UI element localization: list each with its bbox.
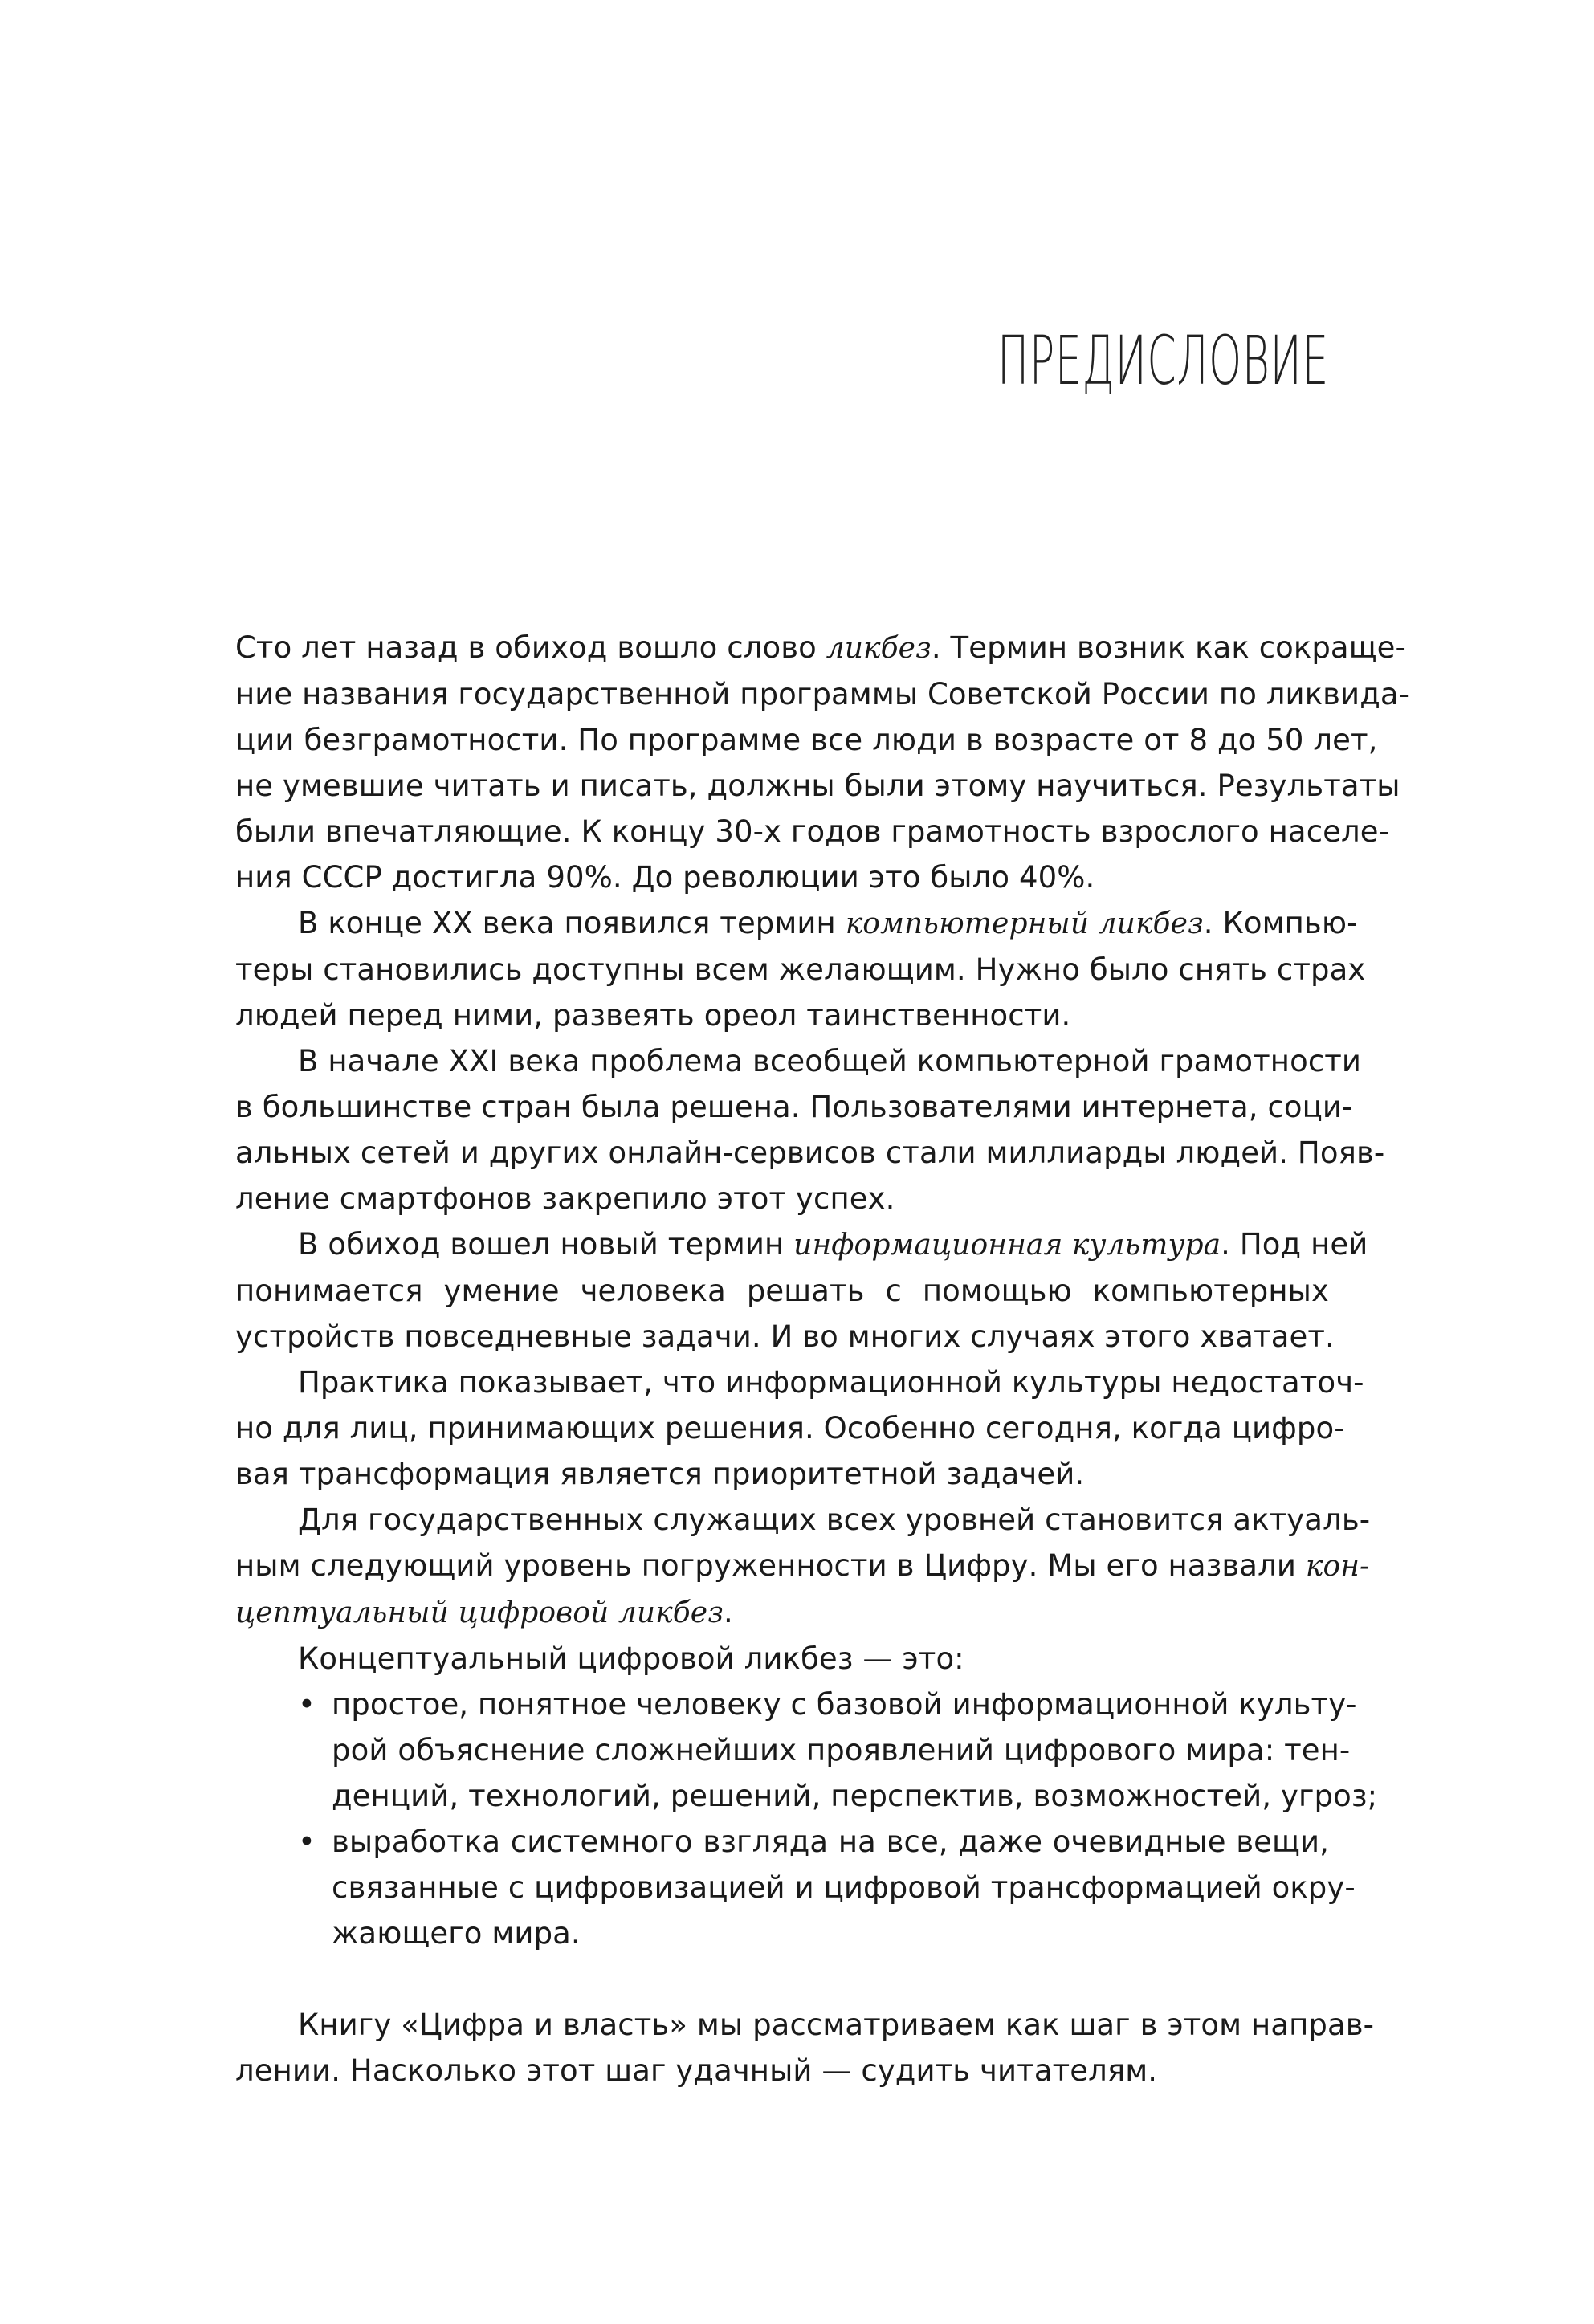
text-line — [235, 1543, 1370, 1589]
list-item — [298, 1682, 1378, 1819]
paragraph-2 — [235, 900, 1366, 1038]
text-line: В начале XXI века проблема всеобщей компьютерной грамотности — [298, 1044, 1362, 1078]
text-line — [235, 1589, 1329, 1636]
paragraph-5 — [235, 1360, 1364, 1497]
paragraph-6 — [235, 1497, 1371, 1636]
chapter-title: ПРЕДИСЛОВИЕ — [997, 321, 1329, 400]
text-line: ние названия государственной программы Советской России по ликвида- — [235, 677, 1410, 711]
text-line: не умевшие читать и писать, должны были этому научиться. Результаты — [235, 769, 1400, 803]
text-run: . — [723, 1595, 733, 1629]
text-line: денций, технологий, решений, перспектив, возможностей, угроз; — [332, 1779, 1378, 1813]
text-line: теры становились доступны всем желающим. Нужно было снять страх — [235, 952, 1366, 987]
list-item — [298, 1819, 1356, 1956]
text-line: но для лиц, принимающих решения. Особенно сегодня, когда цифро- — [235, 1411, 1345, 1445]
text-line: ния СССР достигла 90%. До революции это было 40%. — [235, 860, 1095, 895]
text-run: ным следующий уровень погруженности в Цифру. Мы его назвали — [235, 1548, 1306, 1583]
italic-term: кон- — [1305, 1550, 1370, 1583]
text-line — [235, 900, 1358, 947]
text-run: Сто лет назад в обиход вошло слово — [235, 630, 826, 665]
paragraph-8 — [235, 2002, 1375, 2094]
body-text — [235, 625, 1410, 2094]
text-run: . Под ней — [1221, 1227, 1368, 1262]
text-line — [235, 1221, 1368, 1268]
paragraph-gap — [235, 1956, 1329, 2002]
bullet-icon: • — [298, 1687, 316, 1722]
bullet-list — [235, 1682, 1378, 1956]
text-line: Практика показывает, что информационной культуры недостаточ- — [298, 1365, 1364, 1400]
text-line: были впечатляющие. К концу 30-х годов грамотность взрослого населе- — [235, 814, 1390, 849]
bullet-icon: • — [298, 1825, 316, 1859]
text-line: ление смартфонов закрепило этот успех. — [235, 1181, 895, 1216]
text-line: альных сетей и других онлайн-сервисов стали миллиарды людей. Появ- — [235, 1135, 1385, 1170]
italic-term: ликбез — [826, 632, 932, 665]
text-line: жающего мира. — [332, 1916, 581, 1951]
text-run: В конце XX века появился термин — [298, 906, 846, 940]
paragraph-3 — [235, 1038, 1385, 1221]
text-line: ции безграмотности. По программе все люди в возрасте от 8 до 50 лет, — [235, 723, 1378, 757]
text-line: связанные с цифровизацией и цифровой трансформацией окру- — [332, 1870, 1356, 1905]
text-line: Для государственных служащих всех уровней становится актуаль- — [298, 1502, 1371, 1537]
text-line: устройств повседневные задачи. И во многих случаях этого хватает. — [235, 1319, 1335, 1354]
italic-term: цептуальный цифровой ликбез — [235, 1596, 724, 1629]
text-line — [235, 625, 1406, 671]
text-line: понимается умение человека решать с помощью компьютерных — [235, 1274, 1329, 1308]
text-line: вая трансформация является приоритетной задачей. — [235, 1457, 1085, 1491]
paragraph-7 — [235, 1636, 1329, 1682]
text-run: . Компью- — [1203, 906, 1358, 940]
italic-term: информационная культура — [793, 1229, 1221, 1262]
text-line: простое, понятное человеку с базовой информационной культу- — [332, 1687, 1357, 1722]
text-line: Книгу «Цифра и власть» мы рассматриваем как шаг в этом направ- — [298, 2008, 1375, 2042]
text-run: . Термин возник как сокраще- — [931, 630, 1406, 665]
text-line: в большинстве стран была решена. Пользователями интернета, соци- — [235, 1090, 1353, 1124]
italic-term: компьютерный ликбез — [845, 907, 1204, 940]
text-line: лении. Насколько этот шаг удачный — судить читателям. — [235, 2053, 1158, 2088]
text-line: Концептуальный цифровой ликбез — это: — [298, 1641, 964, 1676]
text-line: рой объяснение сложнейших проявлений цифрового мира: тен- — [332, 1733, 1351, 1767]
paragraph-1 — [235, 625, 1410, 900]
paragraph-4 — [235, 1221, 1368, 1360]
text-line: выработка системного взгляда на все, даже очевидные вещи, — [332, 1825, 1329, 1859]
text-run: В обиход вошел новый термин — [298, 1227, 794, 1262]
text-line: людей перед ними, развеять ореол таинственности. — [235, 998, 1071, 1033]
